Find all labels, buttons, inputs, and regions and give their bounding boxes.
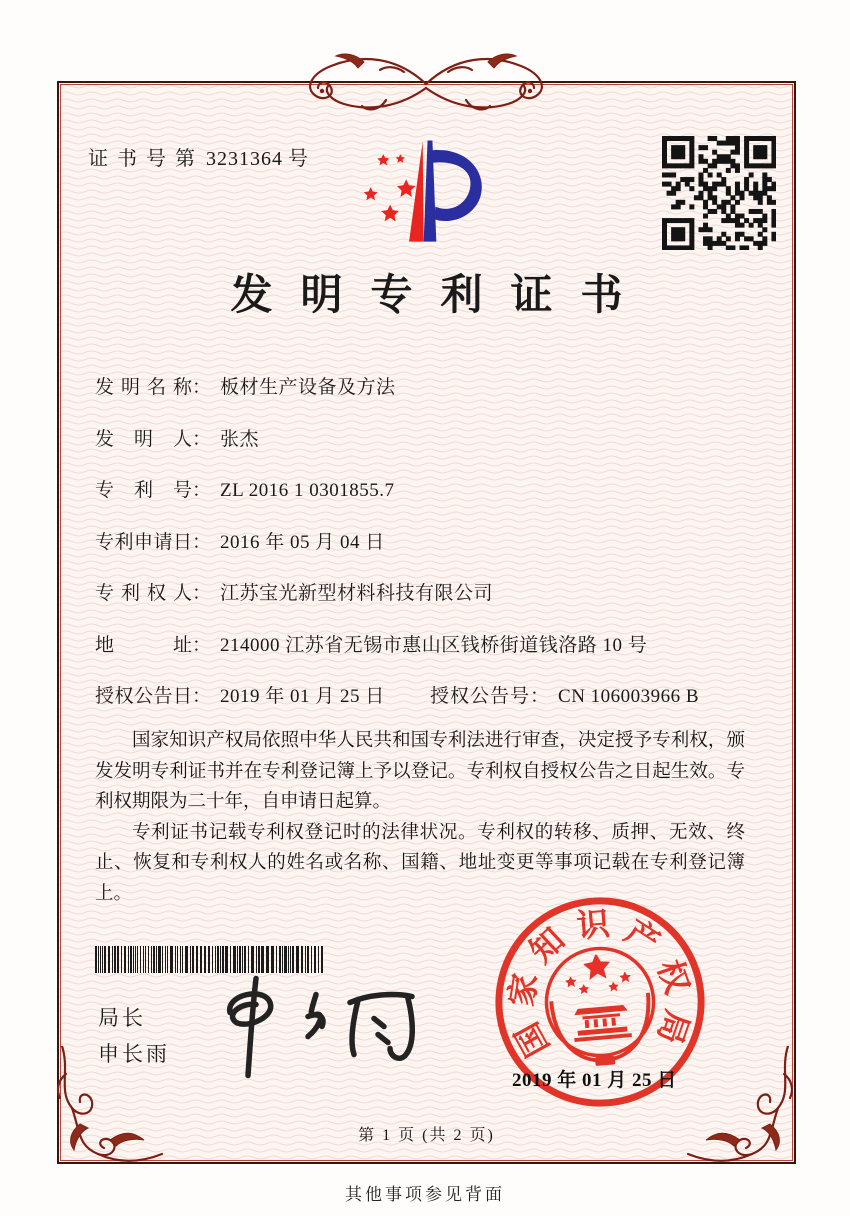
field-label: 地址: [95, 634, 192, 656]
barcode-icon: [95, 946, 325, 973]
director-signature-icon: [212, 970, 427, 1080]
field-value: 214000 江苏省无锡市惠山区钱桥街道钱洛路 10 号: [220, 634, 648, 656]
field-label: 发明名称: [95, 377, 192, 398]
field-value: 板材生产设备及方法: [220, 377, 396, 398]
seal-char: 识: [575, 906, 612, 946]
field-row: 专利号： ZL 2016 1 0301855.7: [95, 475, 743, 527]
field-label: 发明人: [95, 428, 192, 450]
seal-date: 2019 年 01 月 25 日: [512, 1070, 677, 1091]
border-ornament-top-icon: [276, 48, 576, 120]
field-row: 发明人： 张杰: [95, 424, 743, 476]
director-name: 申长雨: [98, 1043, 170, 1066]
field-value: 江苏宝光新型材料科技有限公司: [220, 583, 494, 604]
field-value: ZL 2016 1 0301855.7: [220, 480, 395, 501]
certificate-number-prefix: 证书号第: [88, 148, 204, 170]
field-row: 地址： 214000 江苏省无锡市惠山区钱桥街道钱洛路 10 号: [95, 630, 743, 682]
page-number: 第 1 页 (共 2 页): [358, 1127, 495, 1144]
field-value: CN 106003966 B: [558, 686, 700, 707]
field-label: 专利号: [95, 480, 192, 501]
cnipa-logo-icon: [342, 137, 517, 247]
seal-char: 国: [509, 1016, 557, 1063]
seal-char: 家: [504, 971, 545, 1010]
seal-char: 权: [649, 955, 695, 999]
field-row: 专利权人： 江苏宝光新型材料科技有限公司: [95, 578, 743, 630]
legal-text-section: [95, 726, 745, 909]
certificate-number-suffix: 号: [288, 148, 308, 170]
field-label: 专利申请日: [95, 531, 192, 553]
qr-code-icon: [662, 136, 776, 250]
field-row: 专利申请日： 2016 年 05 月 04 日: [95, 527, 743, 579]
certificate-title: 发明专利证书: [230, 273, 651, 319]
fields-section: [95, 372, 743, 733]
field-value: 2016 年 05 月 04 日: [220, 531, 385, 553]
field-value: 张杰: [220, 428, 260, 450]
seal-char: 知: [523, 921, 573, 971]
grant-number-field: 授权公告号： CN 106003966 B: [430, 686, 700, 707]
legal-paragraph: 专利证书记载专利权登记时的法律状况。专利权的转移、质押、无效、终止、恢复和专利权人的姓名或名称、国籍、地址变更等事项记载在专利登记簿上。: [95, 822, 745, 904]
field-row: 授权公告日： 2019 年 01 月 25 日 授权公告号： CN 106003966 B: [95, 681, 743, 733]
seal-char: 局: [649, 1005, 695, 1049]
field-value: 2019 年 01 月 25 日: [220, 686, 385, 707]
field-row: 发明名称： 板材生产设备及方法: [95, 372, 743, 424]
certificate-number-digits: 3231364: [206, 148, 283, 170]
legal-paragraph: 国家知识产权局依照中华人民共和国专利法进行审查，决定授予专利权，颁发发明专利证书并在专利登记簿上予以登记。专利权自授权公告之日起生效。专利权期限为二十年，自申请日起算。: [95, 731, 745, 812]
field-label: 专利权人: [95, 583, 192, 604]
field-label: 授权公告号: [430, 686, 531, 707]
director-title: 局长: [98, 1007, 146, 1030]
field-label: 授权公告日: [95, 686, 192, 707]
certificate-number: [88, 142, 308, 171]
back-note: 其他事项参见背面: [345, 1185, 505, 1204]
seal-char: 产: [618, 913, 666, 962]
